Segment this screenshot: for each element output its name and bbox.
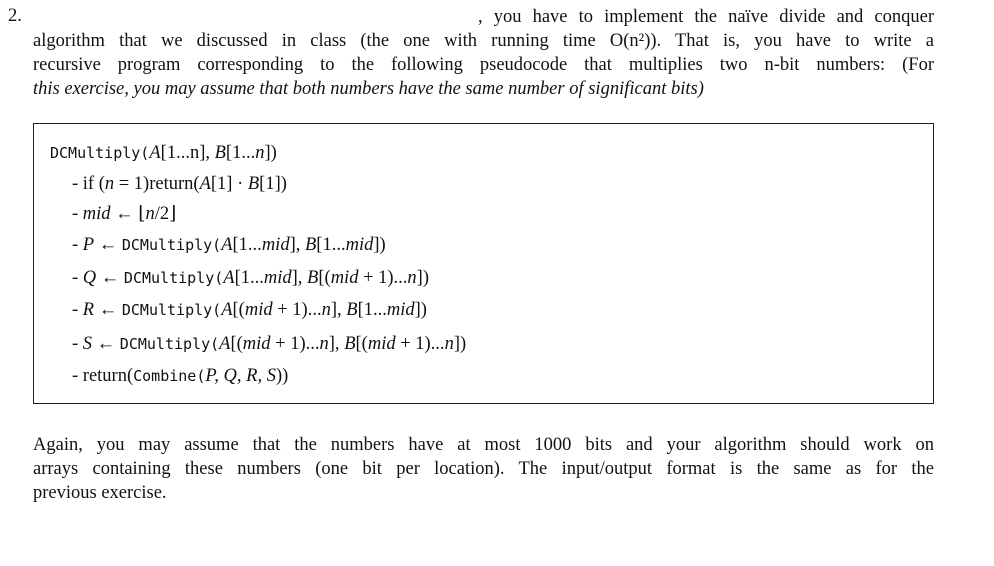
math-token: P, Q, R, S — [205, 366, 276, 386]
math-token: A — [199, 174, 211, 194]
text-token: - if ( — [72, 174, 105, 194]
text-token: = 1)return( — [114, 174, 200, 194]
text-token: [1]) — [259, 174, 287, 194]
math-token: mid — [242, 334, 271, 354]
intro-line: , you have to implement the naïve divide and conquer — [478, 7, 934, 27]
text-token: - — [72, 235, 83, 255]
text-token: + 1)... — [395, 334, 445, 354]
pseudocode-box — [33, 123, 934, 404]
text-token: [( — [318, 268, 331, 288]
math-token: n — [444, 334, 454, 354]
math-token: n — [255, 143, 265, 163]
outro-paragraph — [33, 433, 934, 505]
outro-line: previous exercise. — [33, 483, 167, 503]
text-token: /2⌋ — [154, 204, 177, 224]
math-token: mid — [386, 300, 415, 320]
text-token: ], — [289, 235, 305, 255]
math-token: mid — [367, 334, 396, 354]
text-token: ← — [94, 235, 122, 255]
text-token: [1... — [357, 300, 387, 320]
math-token: B — [304, 235, 317, 255]
text-token: [1] · — [210, 174, 248, 194]
text-token: + 1)... — [270, 334, 320, 354]
intro-paragraph — [33, 5, 934, 101]
text-token: ← — [92, 334, 120, 354]
text-token: ]) — [414, 300, 427, 320]
math-token: n — [145, 204, 155, 224]
math-token: mid — [244, 300, 273, 320]
text-token: - — [72, 268, 83, 288]
text-token: + 1)... — [272, 300, 322, 320]
pseudocode-line — [50, 141, 277, 165]
math-token: B — [214, 143, 226, 163]
text-token: ← — [94, 300, 122, 320]
math-token: n — [407, 268, 417, 288]
intro-italic-note: this exercise, you may assume that both numbers have the same number of significant bits) — [33, 79, 704, 99]
math-token: A — [223, 268, 235, 288]
math-token: R — [82, 300, 95, 320]
text-token: ]) — [453, 334, 467, 354]
text-token: )) — [275, 366, 289, 386]
outro-line: Again, you may assume that the numbers have at most 1000 bits and your algorithm should work on — [33, 435, 934, 455]
text-token: ], — [330, 300, 347, 320]
text-token: [( — [355, 334, 368, 354]
math-token: mid — [330, 268, 359, 288]
math-token: n — [104, 174, 115, 194]
text-token: [1... — [316, 235, 346, 255]
text-token: [1...n], — [160, 143, 215, 163]
text-token: [( — [232, 300, 245, 320]
math-token: A — [221, 300, 233, 320]
text-token: ]) — [416, 268, 429, 288]
pseudocode-line — [72, 172, 287, 196]
text-token: [1... — [225, 143, 256, 163]
math-token: B — [247, 174, 260, 194]
math-token: mid — [263, 268, 292, 288]
math-token: B — [344, 334, 356, 354]
math-token: mid — [261, 235, 290, 255]
math-token: mid — [345, 235, 374, 255]
math-token: n — [321, 300, 331, 320]
math-token: B — [346, 300, 358, 320]
code-token: DCMultiply( — [119, 335, 220, 353]
math-token: S — [82, 334, 93, 354]
pseudocode-line — [72, 298, 427, 322]
code-token: DCMultiply( — [50, 144, 150, 162]
math-token: A — [219, 334, 231, 354]
code-token: DCMultiply( — [121, 236, 222, 254]
pseudocode-line — [72, 202, 176, 226]
code-token: DCMultiply( — [123, 269, 224, 287]
math-token: mid — [82, 204, 111, 224]
text-token: ← — [96, 268, 124, 288]
code-token: Combine( — [133, 367, 206, 385]
math-token: Q — [82, 268, 97, 288]
pseudocode-line — [72, 332, 466, 356]
text-token: - — [72, 300, 83, 320]
math-token: n — [319, 334, 329, 354]
text-token: ← ⌊ — [110, 204, 146, 224]
math-token: P — [82, 235, 95, 255]
problem-number: 2. — [8, 6, 22, 26]
text-token: [1... — [232, 235, 262, 255]
math-token: A — [149, 143, 161, 163]
text-token: - — [72, 334, 83, 354]
math-token: B — [307, 268, 319, 288]
pseudocode-line — [72, 266, 429, 290]
outro-line: arrays containing these numbers (one bit per location). The input/output format is the same as for the — [33, 459, 934, 479]
text-token: + 1)... — [358, 268, 408, 288]
intro-line: algorithm that we discussed in class (the one with running time O(n²)). That is, you have to write a — [33, 31, 934, 51]
text-token: ]) — [373, 235, 386, 255]
text-token: ], — [291, 268, 308, 288]
text-token: [( — [230, 334, 243, 354]
text-token: [1... — [234, 268, 264, 288]
pseudocode-line — [72, 233, 386, 257]
text-token: ]) — [264, 143, 277, 163]
code-token: DCMultiply( — [121, 301, 222, 319]
text-token: - — [72, 204, 83, 224]
math-token: A — [221, 235, 233, 255]
text-token: - return( — [72, 366, 134, 386]
pseudocode-line — [72, 364, 288, 388]
text-token: ], — [328, 334, 345, 354]
intro-line: recursive program corresponding to the following pseudocode that multiplies two n-bit numbers: (For — [33, 55, 934, 75]
